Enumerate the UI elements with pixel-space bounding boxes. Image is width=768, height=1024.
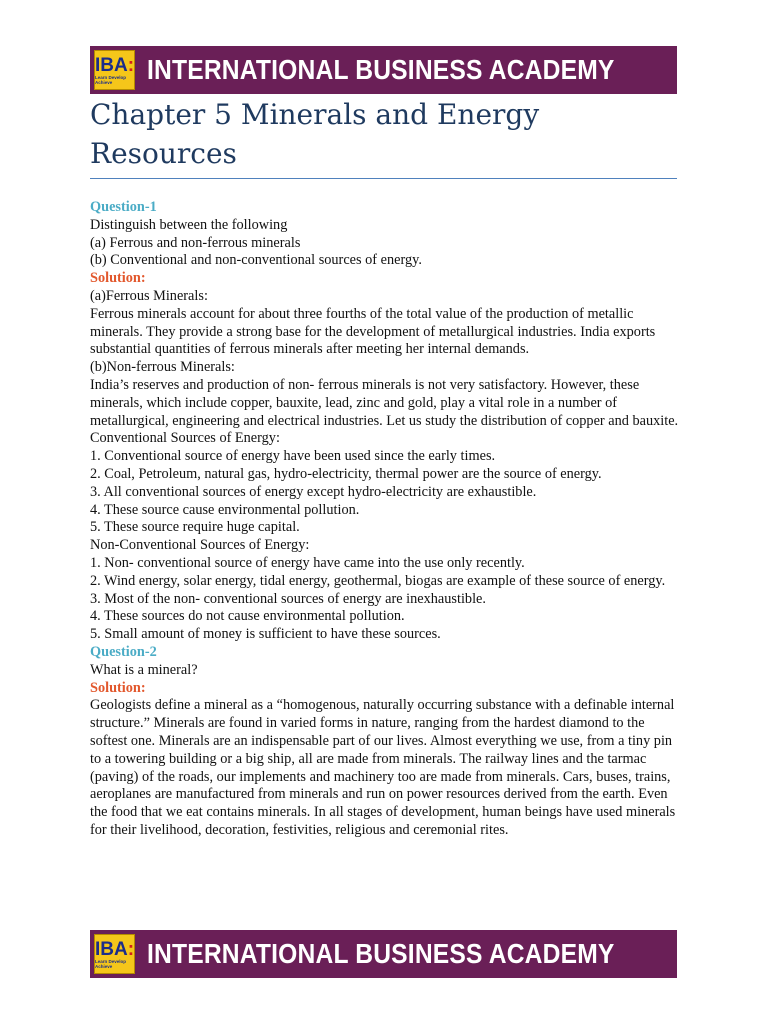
text-line: Geologists define a mineral as a “homogenous, naturally occurring substance with a definable internal structure.” Minerals are found in varied forms in nature, ranging from the hardest diamond to the softest one. Minerals are an indispensable part of our lives. Almost everything we use, from a tiny pin to a towering building or a big ship, all are made from minerals. The railway lines and the tarmac (paving) of the roads, our implements and machinery too are made from minerals. Cars, buses, trains, aeroplanes are manufactured from minerals and run on power resources derived from the earth. Even the food that we eat contains minerals. In all stages of development, human beings have used minerals for their livelihood, decoration, festivities, religious and ceremonial rites.: [90, 697, 676, 838]
footer-banner-title: INTERNATIONAL BUSINESS ACADEMY: [147, 938, 615, 969]
iba-logo: [94, 50, 135, 90]
logo-tagline: Learn Develop Achieve: [95, 74, 127, 85]
text-line: 2. Coal, Petroleum, natural gas, hydro-electricity, thermal power are the source of energy.: [90, 465, 602, 482]
text-line: 4. These sources do not cause environmental pollution.: [90, 608, 405, 625]
text-line: India’s reserves and production of non- ferrous minerals is not very satisfactory. However, these minerals, which include copper, bauxite, lead, zinc and gold, play a vital role in a number of metallurgical, engineering and electrical industries. Let us study the distribution of copper and bauxite.: [90, 376, 679, 429]
text-line: (a)Ferrous Minerals:: [90, 287, 208, 304]
logo-text: IBA: [95, 54, 128, 76]
banner-title: INTERNATIONAL BUSINESS ACADEMY: [147, 54, 615, 85]
text-line: 2. Wind energy, solar energy, tidal energy, geothermal, biogas are example of these source of energy.: [90, 572, 666, 589]
text-line: Ferrous minerals account for about three fourths of the total value of the production of metallic minerals. They provide a strong base for the development of metallurgical industries. India exports substantial quantities of ferrous minerals after meeting her internal demands.: [90, 305, 656, 358]
logo-tagline: Learn Develop Achieve: [95, 958, 127, 969]
footer-banner: [90, 930, 677, 978]
text-line: Non-Conventional Sources of Energy:: [90, 537, 310, 554]
text-line: (a) Ferrous and non-ferrous minerals: [90, 234, 301, 251]
logo-mark: :: [127, 938, 135, 960]
text-line: 3. Most of the non- conventional sources of energy are inexhaustible.: [90, 590, 486, 607]
text-line: Conventional Sources of Energy:: [90, 430, 280, 447]
text-line: 5. These source require huge capital.: [90, 519, 300, 536]
text-line: 1. Conventional source of energy have been used since the early times.: [90, 448, 496, 465]
text-line: 1. Non- conventional source of energy have came into the use only recently.: [90, 554, 525, 571]
question-heading: Question-1: [90, 199, 157, 215]
page-title: Chapter 5 Minerals and Energy Resources: [90, 98, 540, 170]
solution-heading: Solution:: [90, 679, 146, 696]
text-line: 4. These source cause environmental pollution.: [90, 501, 360, 518]
header-banner: [90, 46, 677, 94]
text-line: (b) Conventional and non-conventional sources of energy.: [90, 252, 422, 269]
text-line: Distinguish between the following: [90, 216, 288, 233]
iba-logo-footer: [94, 934, 135, 974]
logo-mark: :: [127, 54, 135, 76]
text-line: 5. Small amount of money is sufficient to have these sources.: [90, 626, 441, 643]
document-body: [90, 199, 680, 840]
title-divider: [90, 178, 677, 179]
question-heading: Question-2: [90, 643, 157, 660]
text-line: (b)Non-ferrous Minerals:: [90, 359, 235, 376]
text-line: 3. All conventional sources of energy except hydro-electricity are exhaustible.: [90, 483, 537, 500]
solution-heading: Solution:: [90, 270, 146, 287]
logo-text: IBA: [95, 938, 128, 960]
text-line: What is a mineral?: [90, 661, 198, 678]
